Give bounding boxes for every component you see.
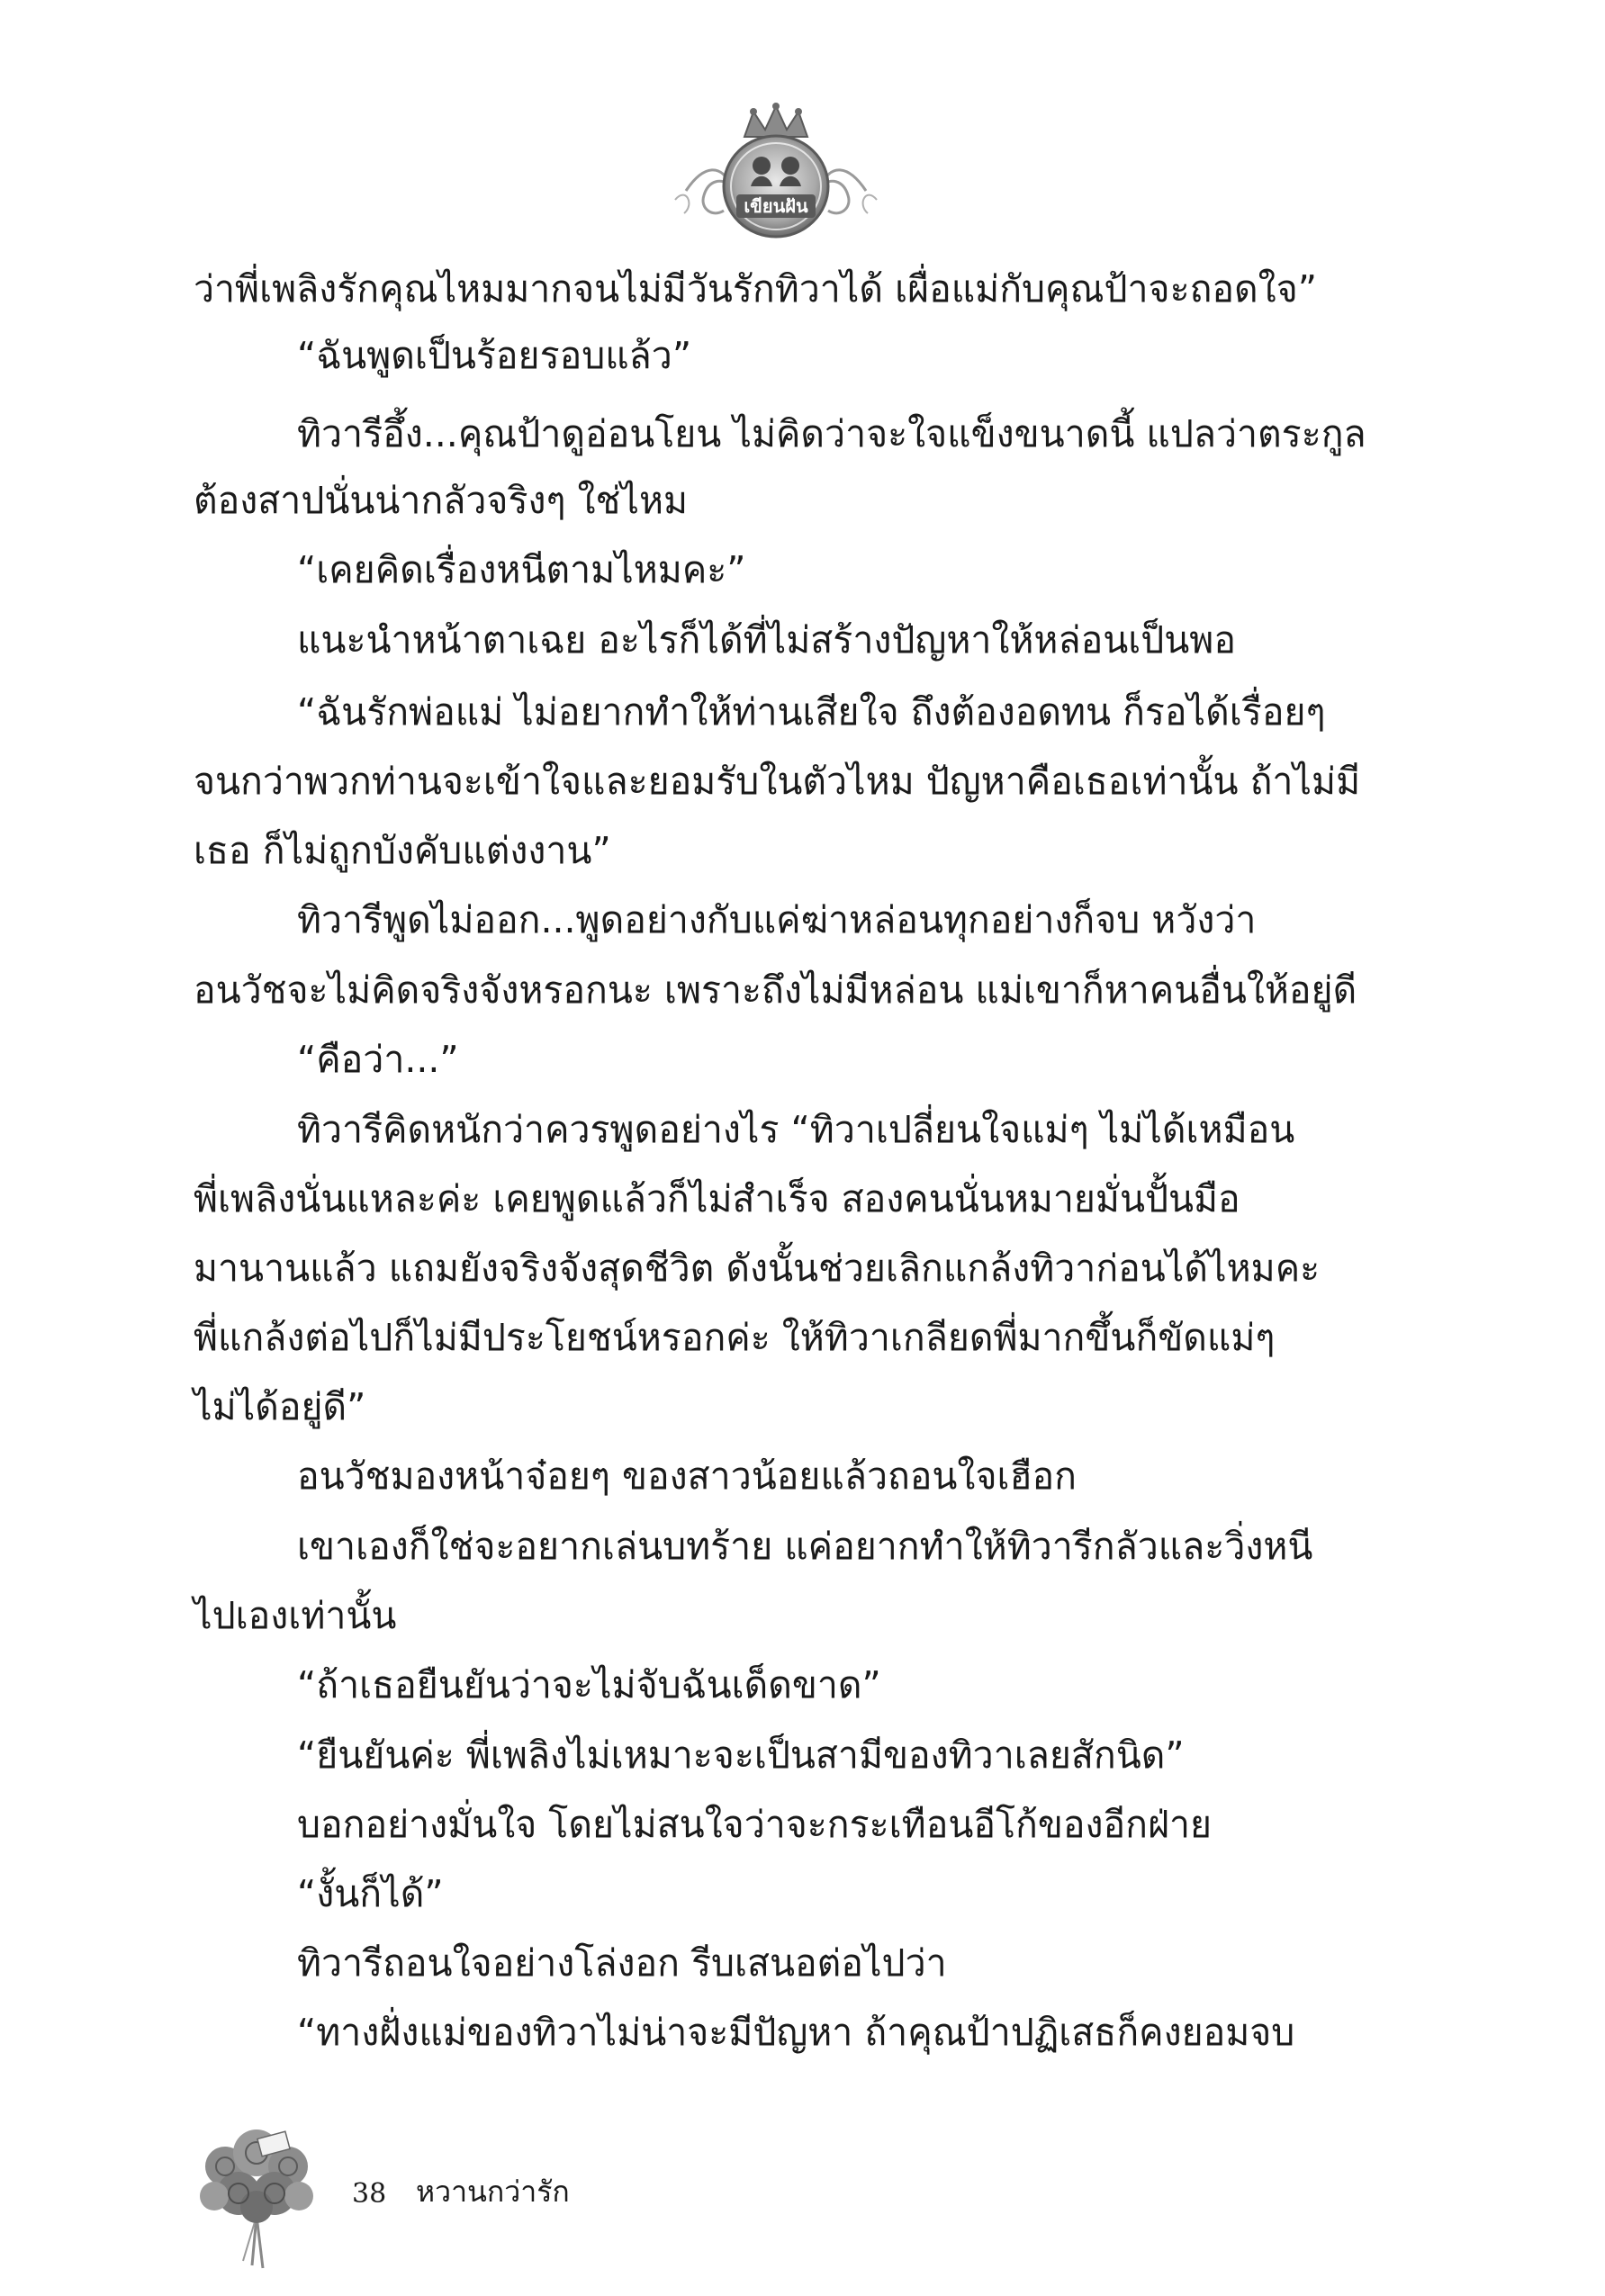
text-line: ต้องสาปนั่นน่ากลัวจริงๆ ใช่ไหม [194,479,689,522]
text-line: ทิวารีพูดไม่ออก...พูดอย่างกับแค่ฆ่าหล่อนทุกอย่างก็จบ หวังว่า [297,898,1257,941]
text-line: ทิวารีอึ้ง...คุณป้าดูอ่อนโยน ไม่คิดว่าจะใจแข็งขนาดนี้ แปลว่าตระกูล [297,412,1366,455]
text-line: พี่เพลิงนั่นแหละค่ะ เคยพูดแล้วก็ไม่สำเร็จ สองคนนั่นหมายมั่นปั้นมือ [194,1177,1240,1220]
text-line: ทิวารีคิดหนักว่าควรพูดอย่างไร “ทิวาเปลี่ยนใจแม่ๆ ไม่ได้เหมือน [297,1108,1295,1151]
logo-text: เขียนฝัน [744,195,808,217]
text-line: มานานแล้ว แถมยังจริงจังสุดชีวิต ดังนั้นช่วยเลิกแกล้งทิวาก่อนได้ไหมคะ [194,1247,1321,1290]
text-line: เขาเองก็ใช่จะอยากเล่นบทร้าย แค่อยากทำให้ทิวารีกลัวและวิ่งหนี [297,1525,1313,1568]
text-line: “ฉันรักพ่อแม่ ไม่อยากทำให้ท่านเสียใจ ถึงต้องอดทน ก็รอได้เรื่อยๆ [297,690,1326,734]
text-line: ทิวารีถอนใจอย่างโล่งอก รีบเสนอต่อไปว่า [297,1941,947,1985]
text-line: อนวัชจะไม่คิดจริงจังหรอกนะ เพราะถึงไม่มีหล่อน แม่เขาก็หาคนอื่นให้อยู่ดี [194,968,1357,1012]
text-line: อนวัชมองหน้าจ๋อยๆ ของสาวน้อยแล้วถอนใจเฮือก [297,1454,1077,1498]
text-line: ไปเองเท่านั้น [194,1594,397,1637]
text-line: “ทางฝั่งแม่ของทิวาไม่น่าจะมีปัญหา ถ้าคุณป้าปฏิเสธก็คงยอมจบ [297,2011,1295,2054]
text-line: “ยืนยันค่ะ พี่เพลิงไม่เหมาะจะเป็นสามีของทิวาเลยสักนิด” [297,1733,1185,1777]
text-line: ไม่ได้อยู่ดี” [194,1385,366,1428]
text-line: เธอ ก็ไม่ถูกบังคับแต่งงาน” [194,829,611,872]
text-line: “งั้นก็ได้” [297,1872,444,1915]
text-line: “คือว่า...” [297,1038,459,1081]
text-line: บอกอย่างมั่นใจ โดยไม่สนใจว่าจะกระเทือนอีโก้ของอีกฝ่าย [297,1803,1213,1846]
text-line: “ฉันพูดเป็นร้อยรอบแล้ว” [297,334,692,377]
rose-bouquet-icon [189,2117,324,2270]
text-line: พี่แกล้งต่อไปก็ไม่มีประโยชน์หรอกค่ะ ให้ทิวาเกลียดพี่มากขึ้นก็ขัดแม่ๆ [194,1316,1276,1359]
text-line: จนกว่าพวกท่านจะเข้าใจและยอมรับในตัวไหม ปัญหาคือเธอเท่านั้น ถ้าไม่มี [194,760,1361,803]
text-line: แนะนำหน้าตาเฉย อะไรก็ได้ที่ไม่สร้างปัญหาให้หล่อนเป็นพอ [297,618,1236,662]
text-line: “ถ้าเธอยืนยันว่าจะไม่จับฉันเด็ดขาด” [297,1663,881,1706]
page-number: 38 [352,2178,387,2210]
book-title: หวานกว่ารัก [416,2174,570,2209]
text-line: “เคยคิดเรื่องหนีตามไหมคะ” [297,548,746,591]
text-line: ว่าพี่เพลิงรักคุณไหมมากจนไม่มีวันรักทิวาได้ เผื่อแม่กับคุณป้าจะถอดใจ” [194,267,1317,311]
